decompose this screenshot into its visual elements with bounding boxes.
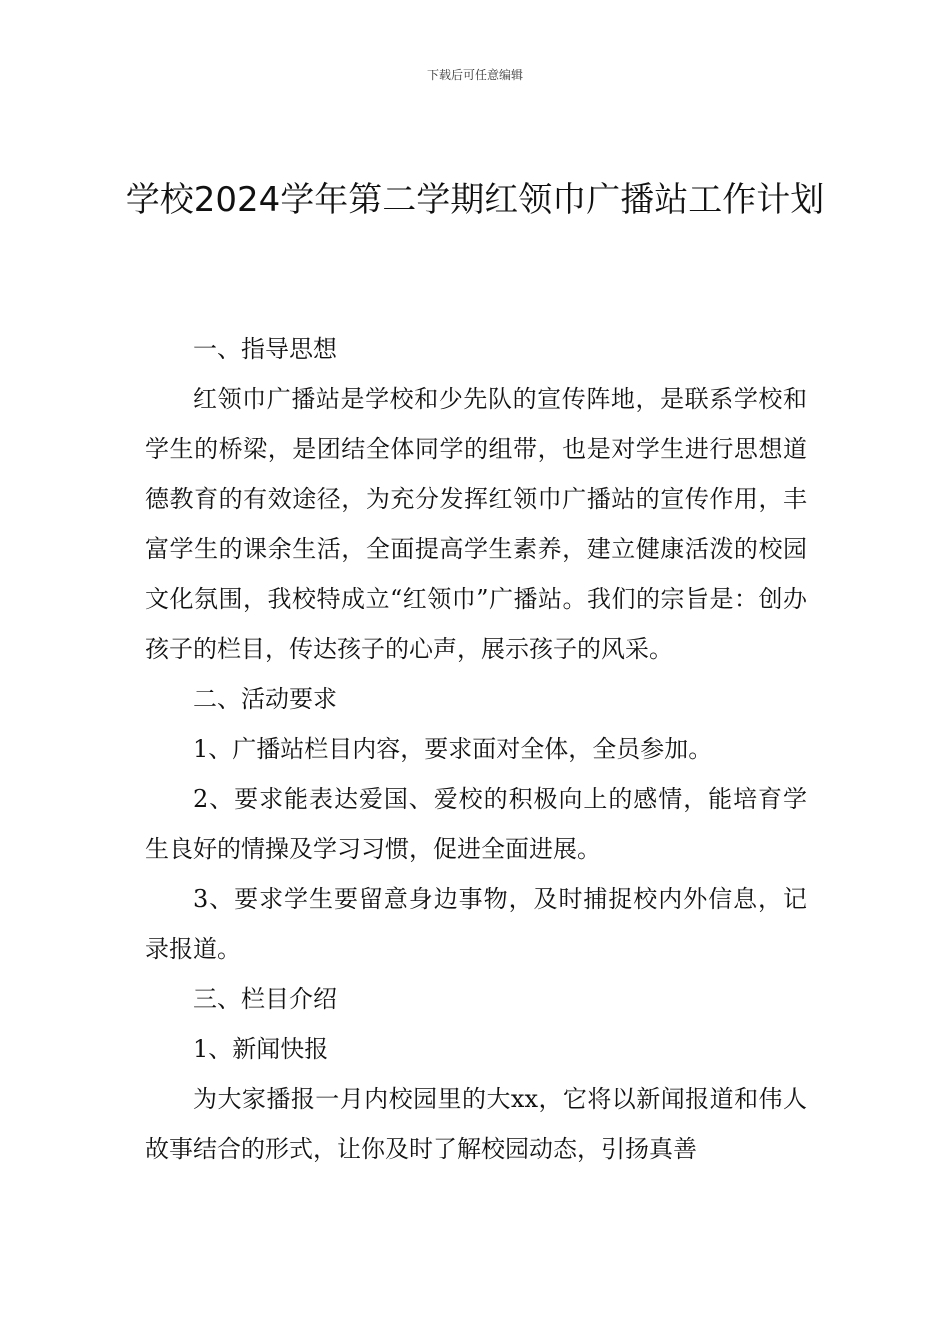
requirement-item-2: 2、要求能表达爱国、爱校的积极向上的感情，能培育学生良好的情操及学习习惯，促进全面进展。: [145, 785, 807, 863]
header-note: 下载后可任意编辑: [426, 68, 523, 82]
section-heading-guiding-ideology: 一、指导思想: [193, 335, 337, 363]
document-body: [145, 324, 807, 1174]
section-heading-activity-requirements: 二、活动要求: [193, 685, 337, 713]
paragraph-guiding-ideology: 红领巾广播站是学校和少先队的宣传阵地，是联系学校和学生的桥梁，是团结全体同学的组带，也是对学生进行思想道德教育的有效途径，为充分发挥红领巾广播站的宣传作用，丰富学生的课余生活，全面提高学生素养，建立健康活泼的校园文化氛围，我校特成立“红领巾”广播站。我们的宗旨是：创办孩子的栏目，传达孩子的心声，展示孩子的风采。: [145, 385, 807, 663]
section-heading-column-introduction: 三、栏目介绍: [193, 985, 337, 1013]
document-title: 学校2024学年第二学期红领巾广播站工作计划: [125, 180, 825, 220]
requirement-item-1: 1、广播站栏目内容，要求面对全体，全员参加。: [193, 735, 713, 763]
column-item-1-title: 1、新闻快报: [193, 1035, 329, 1063]
paragraph-news-express: 为大家播报一月内校园里的大xx，它将以新闻报道和伟人故事结合的形式，让你及时了解校园动态，引扬真善: [145, 1085, 807, 1163]
requirement-item-3: 3、要求学生要留意身边事物，及时捕捉校内外信息，记录报道。: [145, 885, 807, 963]
